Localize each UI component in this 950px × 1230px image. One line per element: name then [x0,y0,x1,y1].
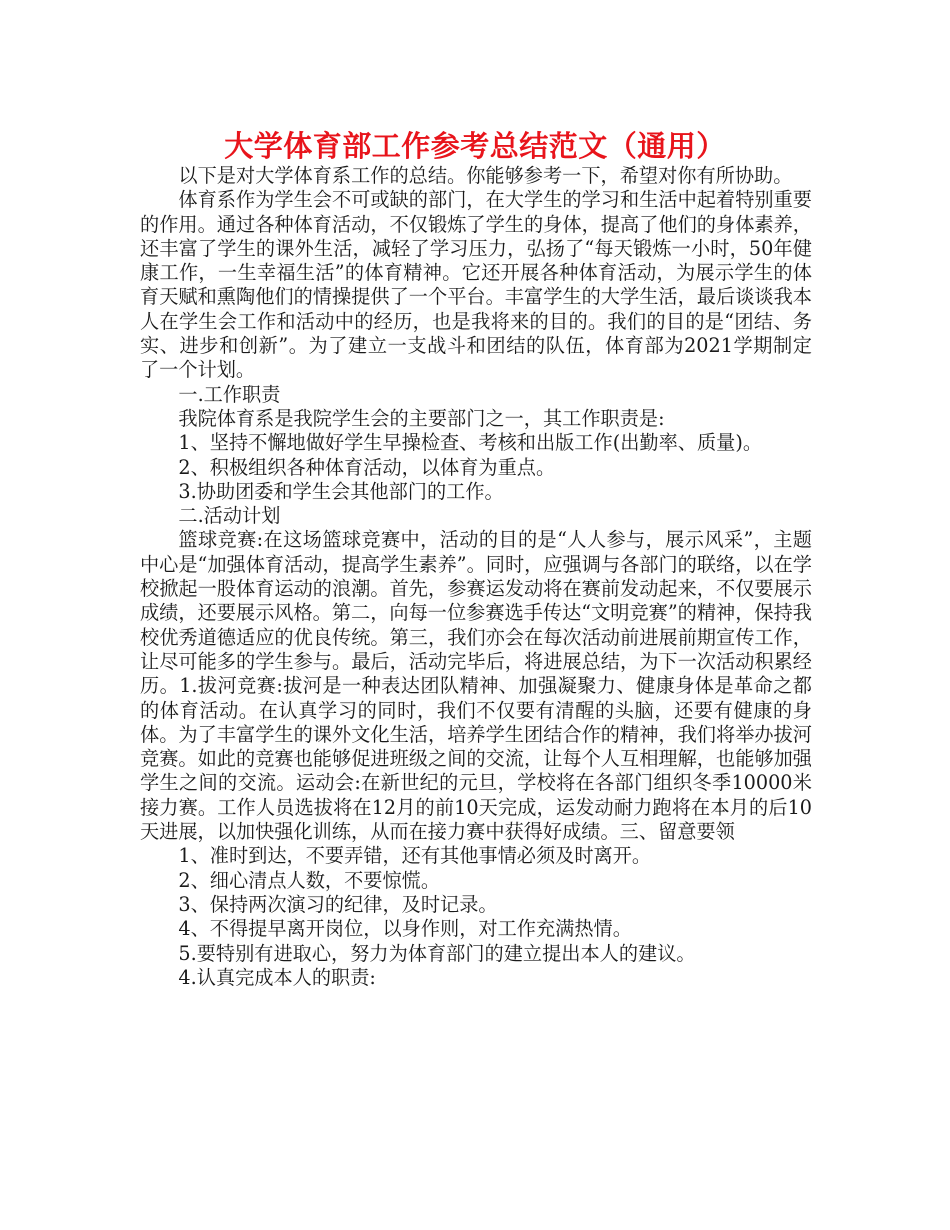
list-item-note-3: 3、保持两次演习的纪律，及时记录。 [178,892,498,916]
list-item-note-2: 2、细心清点人数，不要惊慌。 [178,868,441,892]
list-item-duty-1: 1、坚持不懈地做好学生早操检查、考核和出版工作(出勤率、质量)。 [178,431,763,455]
section-heading-duties: 一.工作职责 [178,382,281,406]
document-title: 大学体育部工作参考总结范文（通用） [224,129,726,163]
paragraph-department-role: 体育系作为学生会不可或缺的部门，在大学生的学习和生活中起着特别重要的作用。通过各种体育活动，不仅锻炼了学生的身体，提高了他们的身体素养，还丰富了学生的课外生活，减轻了学习压力，弘扬了“每天锻炼一小时，50年健康工作，一生幸福生活”的体育精神。它还开展各种体育活动，为展示学生的体育天赋和熏陶他们的情操提供了一个平台。丰富学生的大学生活，最后谈谈我本人在学生会工作和活动中的经历，也是我将来的目的。我们的目的是“团结、务实、进步和创新”。为了建立一支战斗和团结的队伍，体育部为2021学期制定了一个计划。 [140,188,812,382]
paragraph-intro: 以下是对大学体育系工作的总结。你能够参考一下，希望对你有所协助。 [178,164,793,187]
list-item-note-5: 5.要特别有进取心，努力为体育部门的建立提出本人的建议。 [178,941,696,965]
list-item-note-1: 1、准时到达，不要弄错，还有其他事情必须及时离开。 [178,844,652,868]
list-item-duty-2: 2、积极组织各种体育活动，以体育为重点。 [178,455,556,479]
section-heading-activity-plan: 二.活动计划 [178,504,281,528]
list-item-note-4: 4、不得提早离开岗位，以身作则，对工作充满热情。 [178,917,632,941]
paragraph-activity-plan: 篮球竞赛:在这场篮球竞赛中，活动的目的是“人人参与，展示风采”，主题中心是“加强体育活动，提高学生素养”。同时，应强调与各部门的联络，以在学校掀起一股体育运动的浪潮。首先，参赛运发动将在赛前发动起来，不仅要展示成绩，还要展示风格。第二，向每一位参赛选手传达“文明竞赛”的精神，保持我校优秀道德适应的优良传统。第三，我们亦会在每次活动前进展前期宣传工作，让尽可能多的学生参与。最后，活动完毕后，将进展总结，为下一次活动积累经历。1.拔河竞赛:拔河是一种表达团队精神、加强凝聚力、健康身体是革命之都的体育活动。在认真学习的同时，我们不仅要有清醒的头脑，还要有健康的身体。为了丰富学生的课外文化生活，培养学生团结合作的精神，我们将举办拔河竞赛。如此的竞赛也能够促进班级之间的交流，让每个人互相理解，也能够加强学生之间的交流。运动会:在新世纪的元旦，学校将在各部门组织冬季10000米接力赛。工作人员选拔将在12月的前10天完成，运发动耐力跑将在本月的后10天进展，以加快强化训练，从而在接力赛中获得好成绩。三、留意要领 [140,528,812,844]
list-item-duty-3: 3.协助团委和学生会其他部门的工作。 [178,479,504,503]
paragraph-duties-intro: 我院体育系是我院学生会的主要部门之一，其工作职责是: [178,406,665,430]
list-item-duties-heading: 4.认真完成本人的职责: [178,965,376,989]
document-body [140,164,812,990]
